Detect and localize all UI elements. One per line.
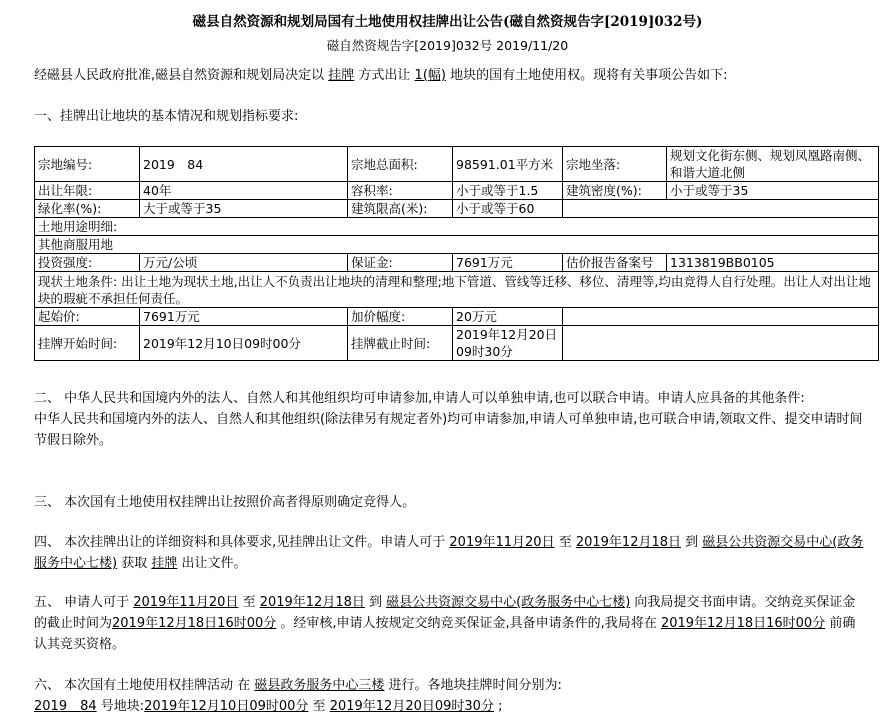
section6-text: 号地块: [96,699,145,714]
table-value: 2019年12月10日09时00分 [140,326,348,361]
table-label: 宗地编号: [35,147,140,182]
table-empty [563,326,879,361]
table-label: 出让年限: [35,182,140,200]
table-value: 小于或等于35 [667,182,879,200]
intro-paragraph [34,65,879,86]
method-text: 挂牌 [151,556,178,571]
section5-text: 到 [364,595,387,610]
section6 [34,675,866,717]
table-value: 1313819BB0105 [667,254,879,272]
table-row [35,326,879,361]
place-link: 磁县公共资源交易中心(政务服务中心七楼) [34,535,864,571]
date-link: 2019年11月20日 [133,595,239,610]
start-time: 2019年12月10日09时00分 [144,699,309,714]
table-value: 98591.01平方米 [453,147,563,182]
section5-text: 五、 申请人可于 [34,595,134,610]
table-row [35,236,879,254]
land-condition-text: 现状土地条件: 出让土地为现状土地,出让人不负责出让地块的清理和整理;地下管道、管线等迁移、移位、清理等,均由竞得人自行处理。出让人对出让地块的瑕疵不承担任何责任。 [35,272,879,308]
table-label: 投资强度: [35,254,140,272]
table-label: 建筑密度(%): [563,182,667,200]
intro-method: 挂牌 [328,68,355,83]
place-link: 磁县政务服务中心三楼 [254,678,385,693]
end-time: 2019年12月20日09时30分 [329,699,494,714]
confirm-date: 2019年12月18日16时00分 [660,616,826,631]
section5-text: 前确认其竞买资格。 [34,616,856,652]
table-row [35,182,879,200]
table-value: 规划文化街东侧、规划凤凰路南侧、和谐大道北侧 [667,147,879,182]
notice-title: 磁县自然资源和规划局国有土地使用权挂牌出让公告(磁自然资规告字[2019]032号) [192,14,703,30]
section5-text: 至 [238,595,260,610]
table-value: 2019年12月20日09时30分 [453,326,563,361]
section4-text: 至 [554,535,576,550]
table-value: 其他商服用地 [35,236,879,254]
table-empty [563,308,879,326]
table-row [35,200,879,218]
section2 [34,388,866,451]
intro-count: 1(幅) [414,68,446,83]
table-label: 土地用途明细: [35,218,879,236]
section6-text: 进行。各地块挂牌时间分别为: [384,678,562,693]
section4 [34,532,866,574]
date-link: 2019年11月20日 [449,535,555,550]
place-link: 磁县公共资源交易中心(政务服务中心七楼) [386,595,631,610]
table-label: 加价幅度: [348,308,453,326]
intro-text-3: 地块的国有土地使用权。现将有关事项公告如下: [445,68,728,83]
intro-text-1: 经磁县人民政府批准,磁县自然资源和规划局决定以 [34,68,329,83]
table-value: 万元/公顷 [140,254,348,272]
table-label: 绿化率(%): [35,200,140,218]
date-link: 2019年12月18日 [259,595,365,610]
section4-text: 获取 [117,556,152,571]
section4-text: 四、 本次挂牌出让的详细资料和具体要求,见挂牌出让文件。申请人可于 [34,535,450,550]
date-link: 2019年12月18日 [575,535,682,550]
section6-text: 至 [308,699,330,714]
table-row [35,272,879,308]
table-value: 小于或等于60 [453,200,563,218]
parcel-info-table [34,146,879,361]
table-label: 起始价: [35,308,140,326]
section1-heading: 一、挂牌出让地块的基本情况和规划指标要求: [34,109,299,124]
table-label: 容积率: [348,182,453,200]
table-row [35,254,879,272]
table-row [35,218,879,236]
table-label: 估价报告备案号 [563,254,667,272]
section6-text: 六、 本次国有土地使用权挂牌活动 在 [34,678,255,693]
table-row [35,308,879,326]
table-value: 7691万元 [453,254,563,272]
table-value: 大于或等于35 [140,200,348,218]
table-value: 小于或等于1.5 [453,182,563,200]
table-value: 2019 84 [140,147,348,182]
table-label: 挂牌截止时间: [348,326,453,361]
table-label: 宗地坐落: [563,147,667,182]
section5-text: 向我局提交书面申请。交纳竞买保证金的截止时间为 [34,595,856,631]
deadline-date: 2019年12月18日16时00分 [112,616,277,631]
section6-text: ; [493,699,503,714]
section5-text: 。经审核,申请人按规定交纳竞买保证金,具备申请条件的,我局将在 [276,616,661,631]
table-label: 宗地总面积: [348,147,453,182]
parcel-number: 2019 84 [34,699,97,714]
table-value: 40年 [140,182,348,200]
table-empty [563,200,879,218]
table-value: 20万元 [453,308,563,326]
table-value: 7691万元 [140,308,348,326]
section4-text: 出让文件。 [177,556,247,571]
table-label: 挂牌开始时间: [35,326,140,361]
section2-line1: 二、 中华人民共和国境内外的法人、自然人和其他组织均可申请参加,申请人可以单独申请,也可以联合申请。申请人应具备的其他条件: [34,391,805,406]
table-row [35,147,879,182]
section3: 三、 本次国有土地使用权挂牌出让按照价高者得原则确定竞得人。 [34,495,416,510]
notice-subtitle: 磁自然资规告字[2019]032号 2019/11/20 [326,38,569,53]
table-label: 保证金: [348,254,453,272]
section2-line2: 中华人民共和国境内外的法人、自然人和其他组织(除法律另有规定者外)均可申请参加,申请人可单独申请,也可联合申请,领取文件、提交申请时间节假日除外。 [34,412,863,448]
table-label: 建筑限高(米): [348,200,453,218]
section4-text: 到 [681,535,703,550]
section5 [34,592,866,655]
intro-text-2: 方式出让 [354,68,415,83]
